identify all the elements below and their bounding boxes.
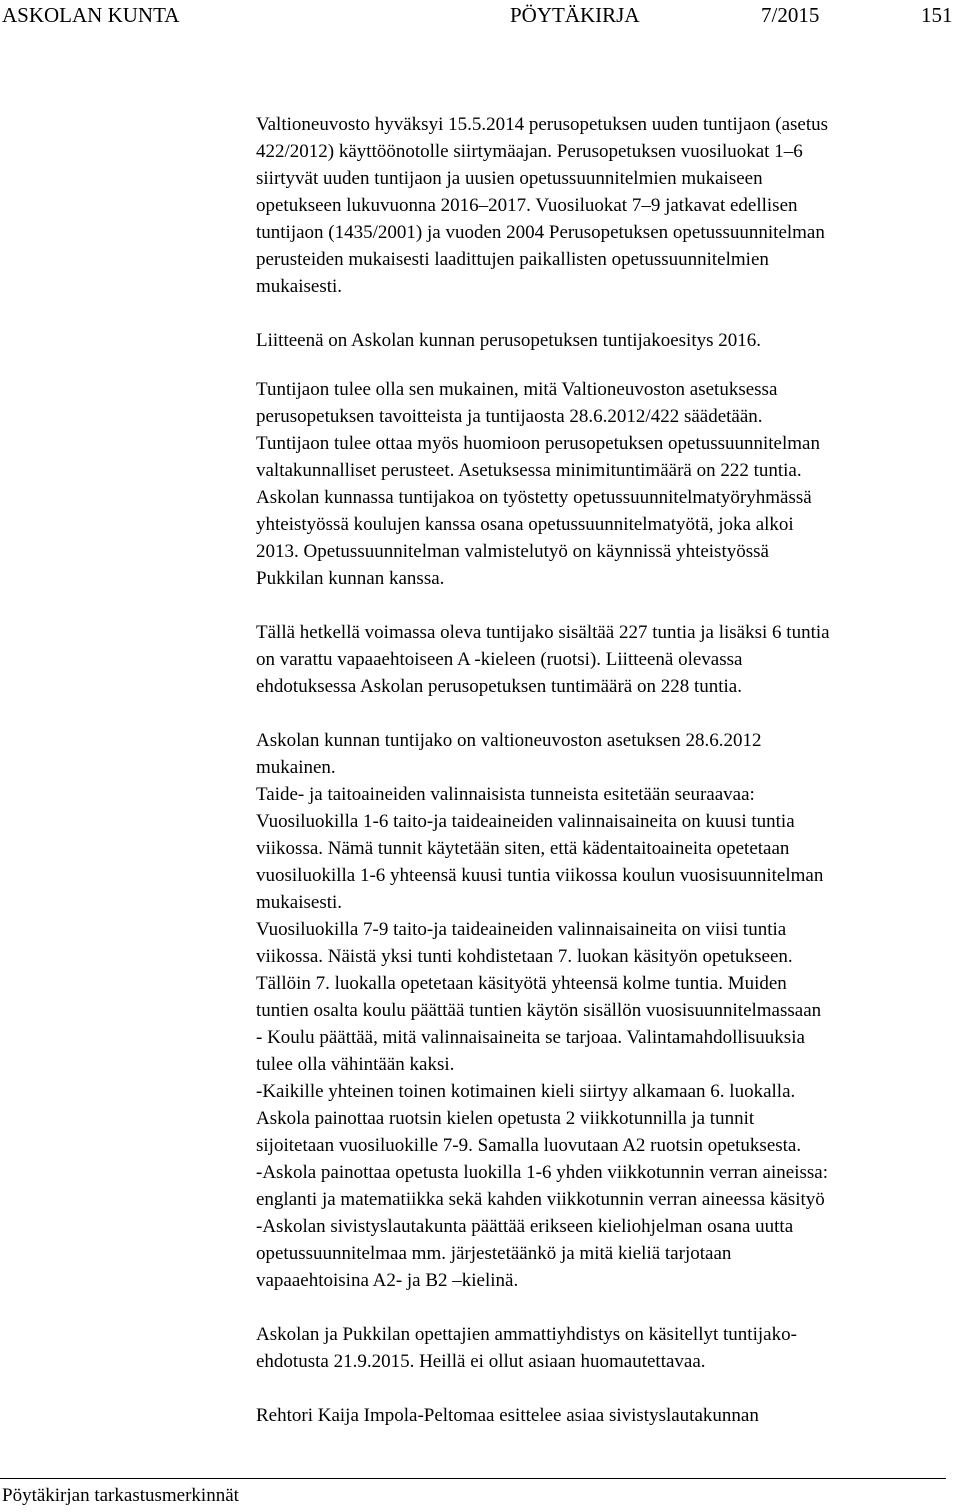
header-municipality: ASKOLAN KUNTA: [2, 3, 180, 27]
text-line: viikossa. Nämä tunnit käytetään siten, että kädentaitoaineita opetetaan: [256, 838, 790, 859]
text-line: Tällöin 7. luokalla opetetaan käsityötä yhteensä kolme tuntia. Muiden: [256, 973, 787, 994]
text-line: siirtyvät uuden tuntijaon ja uusien opetussuunnitelmien mukaiseen: [256, 168, 763, 189]
text-line: viikossa. Näistä yksi tunti kohdistetaan 7. luokan käsityön opetukseen.: [256, 946, 793, 967]
text-line: Vuosiluokilla 7-9 taito-ja taideaineiden valinnaisaineita on viisi tuntia: [256, 919, 787, 940]
text-line: perusopetuksen tavoitteista ja tuntijaosta 28.6.2012/422 säädetään.: [256, 406, 763, 427]
text-line: - Koulu päättää, mitä valinnaisaineita se tarjoaa. Valintamahdollisuuksia: [256, 1027, 805, 1048]
paragraph: [256, 727, 956, 1294]
text-line: Liitteenä on Askolan kunnan perusopetuksen tuntijakoesitys 2016.: [256, 330, 762, 351]
text-line: yhteistyössä koulujen kanssa osana opetussuunnitelmatyötä, joka alkoi: [256, 514, 794, 535]
text-line: on varattu vapaaehtoiseen A -kieleen (ruotsi). Liitteenä olevassa: [256, 649, 743, 670]
text-line: ehdotusta 21.9.2015. Heillä ei ollut asiaan huomautettavaa.: [256, 1351, 706, 1372]
page-header: [0, 2, 960, 28]
text-line: Tuntijaon tulee ottaa myös huomioon perusopetuksen opetussuunnitelman: [256, 433, 820, 454]
paragraph: [256, 619, 956, 700]
text-line: Rehtori Kaija Impola-Peltomaa esittelee asiaa sivistyslautakunnan: [256, 1405, 759, 1426]
paragraph-spacer: [256, 354, 956, 376]
text-line: opetukseen lukuvuonna 2016–2017. Vuosiluokat 7–9 jatkavat edellisen: [256, 195, 798, 216]
footer-divider: [0, 1478, 946, 1479]
text-line: -Askola painottaa opetusta luokilla 1-6 yhden viikkotunnin verran aineissa:: [256, 1162, 828, 1183]
header-document-type: PÖYTÄKIRJA: [510, 3, 640, 27]
text-line: vapaaehtoisina A2- ja B2 –kielinä.: [256, 1270, 519, 1291]
text-line: Pukkilan kunnan kanssa.: [256, 568, 445, 589]
paragraph: [256, 327, 956, 354]
paragraph: [256, 376, 956, 592]
text-line: vuosiluokilla 1-6 yhteensä kuusi tuntia viikossa koulun vuosisuunnitelman: [256, 865, 824, 886]
paragraph: [256, 111, 956, 300]
paragraph-spacer: [256, 1375, 956, 1402]
text-line: tuntien osalta koulu päättää tuntien käytön sisällön vuosisuunnitelmassaan: [256, 1000, 822, 1021]
text-line: mukaisesti.: [256, 276, 343, 297]
text-line: -Kaikille yhteinen toinen kotimainen kieli siirtyy alkamaan 6. luokalla.: [256, 1081, 796, 1102]
text-line: perusteiden mukaisesti laadittujen paikallisten opetussuunnitelmien: [256, 249, 769, 270]
text-line: Askolan kunnassa tuntijakoa on työstetty opetussuunnitelmatyöryhmässä: [256, 487, 812, 508]
text-line: ehdotuksessa Askolan perusopetuksen tuntimäärä on 228 tuntia.: [256, 676, 742, 697]
text-line: Taide- ja taitoaineiden valinnaisista tunneista esitetään seuraavaa:: [256, 784, 755, 805]
paragraph-spacer: [256, 300, 956, 327]
paragraph-spacer: [256, 1294, 956, 1321]
text-line: englanti ja matematiikka sekä kahden viikkotunnin verran aineessa käsityö: [256, 1189, 825, 1210]
minutes-body: [256, 111, 956, 1429]
text-line: Askolan ja Pukkilan opettajien ammattiyhdistys on käsitellyt tuntijako-: [256, 1324, 797, 1345]
paragraph-spacer: [256, 700, 956, 727]
paragraph: [256, 1402, 956, 1429]
text-line: Tuntijaon tulee olla sen mukainen, mitä Valtioneuvoston asetuksessa: [256, 379, 778, 400]
text-line: Askolan kunnan tuntijako on valtioneuvoston asetuksen 28.6.2012: [256, 730, 762, 751]
footer-review-label: Pöytäkirjan tarkastusmerkinnät: [2, 1485, 239, 1506]
text-line: opetussuunnitelmaa mm. järjestetäänkö ja mitä kieliä tarjotaan: [256, 1243, 732, 1264]
text-line: -Askolan sivistyslautakunta päättää erikseen kieliohjelman osana uutta: [256, 1216, 794, 1237]
text-line: mukaisesti.: [256, 892, 343, 913]
text-line: mukainen.: [256, 757, 336, 778]
paragraph: [256, 1321, 956, 1375]
header-page-number: 151: [921, 3, 953, 27]
text-line: 422/2012) käyttöönotolle siirtymäajan. Perusopetuksen vuosiluokat 1–6: [256, 141, 803, 162]
text-line: Tällä hetkellä voimassa oleva tuntijako sisältää 227 tuntia ja lisäksi 6 tuntia: [256, 622, 830, 643]
text-line: Valtioneuvosto hyväksyi 15.5.2014 perusopetuksen uuden tuntijaon (asetus: [256, 114, 829, 135]
text-line: Vuosiluokilla 1-6 taito-ja taideaineiden valinnaisaineita on kuusi tuntia: [256, 811, 795, 832]
header-issue-number: 7/2015: [761, 3, 820, 27]
paragraph-spacer: [256, 592, 956, 619]
text-line: Askola painottaa ruotsin kielen opetusta 2 viikkotunnilla ja tunnit: [256, 1108, 755, 1129]
text-line: tulee olla vähintään kaksi.: [256, 1054, 455, 1075]
text-line: valtakunnalliset perusteet. Asetuksessa minimituntimäärä on 222 tuntia.: [256, 460, 802, 481]
text-line: tuntijaon (1435/2001) ja vuoden 2004 Perusopetuksen opetussuunnitelman: [256, 222, 825, 243]
text-line: sijoitetaan vuosiluokille 7-9. Samalla luovutaan A2 ruotsin opetuksesta.: [256, 1135, 802, 1156]
text-line: 2013. Opetussuunnitelman valmistelutyö on käynnissä yhteistyössä: [256, 541, 769, 562]
